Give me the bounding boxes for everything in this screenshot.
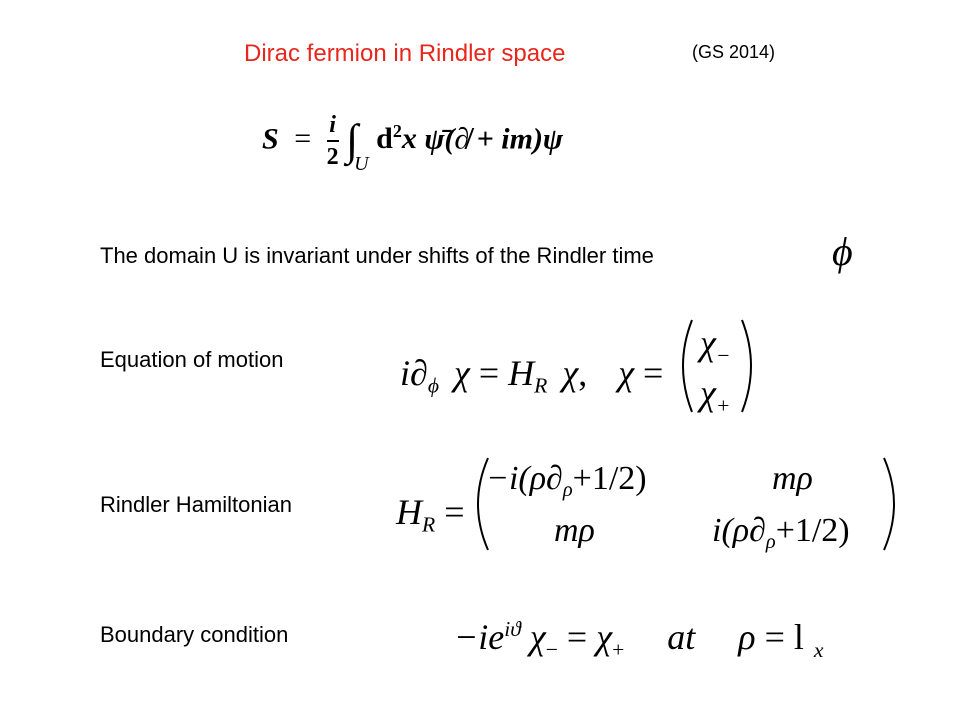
invariance-statement: The domain U is invariant under shifts of the Rindler time [100,243,654,268]
chi-minus-subscript: − [545,637,558,662]
hamiltonian-symbol: H [508,353,535,393]
hamiltonian-H: H [396,492,422,532]
vector-bottom: $\chi_+$ [700,373,731,418]
partial-subscript: ϕ [427,373,439,398]
rho-equals: = [764,617,785,657]
chi-plus: χ [596,617,613,657]
boundary-label: Boundary condition [100,622,289,647]
boundary-exponent: iϑ [504,617,521,642]
length-subscript: x [813,637,824,662]
hamiltonian-H-subscript: R [422,512,436,537]
matrix-entry-22: $i(\rho\partial_\rho+1/2)$ [712,512,850,554]
measure: $d^2x$ [376,121,417,156]
action-symbol: S [262,122,279,156]
boundary-lhs: −ie [454,617,505,657]
rindler-time-symbol: ϕ [832,229,853,274]
integral-domain: U [354,153,369,176]
reference-citation: (GS 2014) [692,42,776,62]
partial-symbol: ∂ [410,353,428,393]
eom-equation [400,352,663,399]
hamiltonian-lhs [396,491,465,538]
psi-bar: ψ̄ [424,122,445,156]
imag-unit: i [400,353,411,393]
action-equals: = [294,122,312,156]
chi-symbol: χ [454,353,470,393]
fraction-denominator: 2 [326,144,339,171]
fraction-numerator: i [329,112,336,138]
boundary-equals: = [566,617,588,657]
hamiltonian-label: Rindler Hamiltonian [100,492,292,517]
hamiltonian-equals: = [444,492,465,532]
comma: , [578,353,588,393]
slide-title: Dirac fermion in Rindler space [244,40,566,67]
chi-minus: χ [529,617,546,657]
action-fraction [327,112,339,171]
length-symbol: l [793,617,804,657]
rho-symbol: ρ [738,617,756,657]
action-integrand: (∂̸ + im)ψ [444,122,563,156]
action-equation [262,112,563,176]
eom-label: Equation of motion [100,347,284,372]
vector-top: $\chi_-$ [700,323,731,368]
chi-symbol-rhs: χ [562,353,579,393]
hamiltonian-subscript: R [534,373,548,398]
at-word: at [667,617,696,657]
boundary-equation [454,616,823,663]
matrix-entry-11: $-i(\rho\partial_\rho+1/2)$ [486,460,647,502]
integral-sign: ∫ [346,115,359,165]
chi-symbol-def: χ [618,353,635,393]
eom-equals: = [478,353,500,393]
chi-plus-subscript: + [612,637,625,662]
matrix-entry-12: mρ [772,460,813,497]
matrix-entry-21: mρ [554,512,595,549]
def-equals: = [643,353,664,393]
